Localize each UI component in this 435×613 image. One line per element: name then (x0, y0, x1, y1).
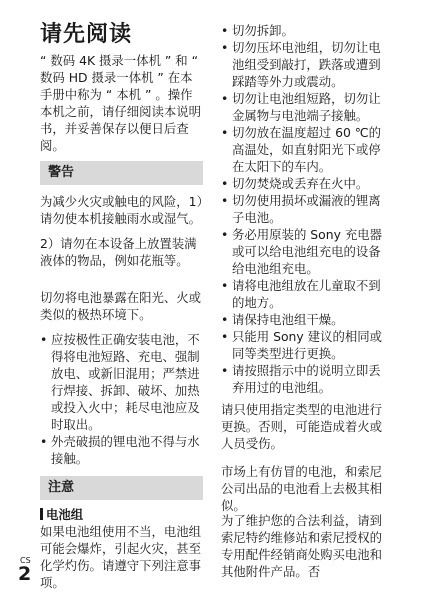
warning-heading: 警告 (48, 165, 75, 180)
intro-paragraph: “ 数码 4K 摄录一体机 ” 和 “ 数码 HD 摄录一体机 ” 在本手册中称为 “ 本机 ” 。操作本机之前，请仔细阅读本说明书，并妥善保存以便日后查阅。 (40, 53, 202, 153)
right-paragraph-1: 请只使用指定类型的电池进行更换。否则，可能造成着火或人员受伤。 (221, 402, 383, 451)
list-item: • 切勿焚烧或丢弃在火中。 (221, 175, 389, 192)
caution-heading-band (40, 476, 203, 500)
page-number: 2 (18, 563, 32, 585)
warning-heading-band (40, 161, 203, 185)
list-item: • 请将电池组放在儿童取不到的地方。 (221, 277, 389, 311)
warning-paragraph-2: 2）请勿在本设备上放置装满液体的物品，例如花瓶等。 (40, 236, 197, 268)
warning-paragraph-3: 切勿将电池暴露在阳光、火或类似的极热环境下。 (40, 290, 202, 322)
warning-bullet-list (40, 331, 203, 467)
right-paragraph-2: 市场上有仿冒的电池，和索尼公司出品的电池看上去极其相似。 (221, 464, 383, 513)
caution-paragraph: 如果电池组使用不当，电池组可能会爆炸，引起火灾，甚至化学灼伤。请遵守下列注意事项。 (40, 524, 202, 590)
subheading-bar (40, 508, 43, 520)
warning-paragraph-1: 为减少火灾或触电的风险，1）请勿使本机接触雨水或湿气。 (40, 194, 203, 226)
page-title: 请先阅读 (40, 22, 133, 47)
battery-precautions-list (221, 22, 389, 396)
list-item: • 务必用原装的 Sony 充电器或可以给电池组充电的设备给电池组充电。 (221, 226, 389, 277)
list-item: • 切勿压坏电池组，切勿让电池组受到敲打，跌落或遭到踩踏等外力或震动。 (221, 39, 389, 90)
right-paragraph-3: 为了维护您的合法利益，请到索尼特约维修站和索尼授权的专用配件经销商处购买电池和其他附件产品。否 (221, 513, 383, 579)
list-item: • 切勿使用损坏或漏液的锂离子电池。 (221, 192, 389, 226)
list-item: • 切勿拆卸。 (221, 22, 389, 39)
list-item: • 切勿放在温度超过 60 ℃的高温处，如直射阳光下或停在太阳下的车内。 (221, 124, 389, 175)
battery-subheading (40, 506, 83, 523)
list-item: • 外壳破损的锂电池不得与水接触。 (40, 433, 203, 467)
list-item: • 只能用 Sony 建议的相同或同等类型进行更换。 (221, 328, 389, 362)
battery-subheading-label: 电池组 (46, 507, 84, 522)
caution-heading: 注意 (48, 480, 75, 495)
page-language-code: CS (20, 556, 31, 565)
list-item: • 切勿让电池组短路，切勿让金属物与电池端子接触。 (221, 90, 389, 124)
list-item: • 请保持电池组干燥。 (221, 311, 389, 328)
list-item: • 请按照指示中的说明立即丢弃用过的电池组。 (221, 362, 389, 396)
list-item: • 应按极性正确安装电池，不得将电池短路、充电、强制放电、或新旧混用；严禁进行焊接、拆卸、破坏、加热或投入火中；耗尽电池应及时取出。 (40, 331, 203, 433)
